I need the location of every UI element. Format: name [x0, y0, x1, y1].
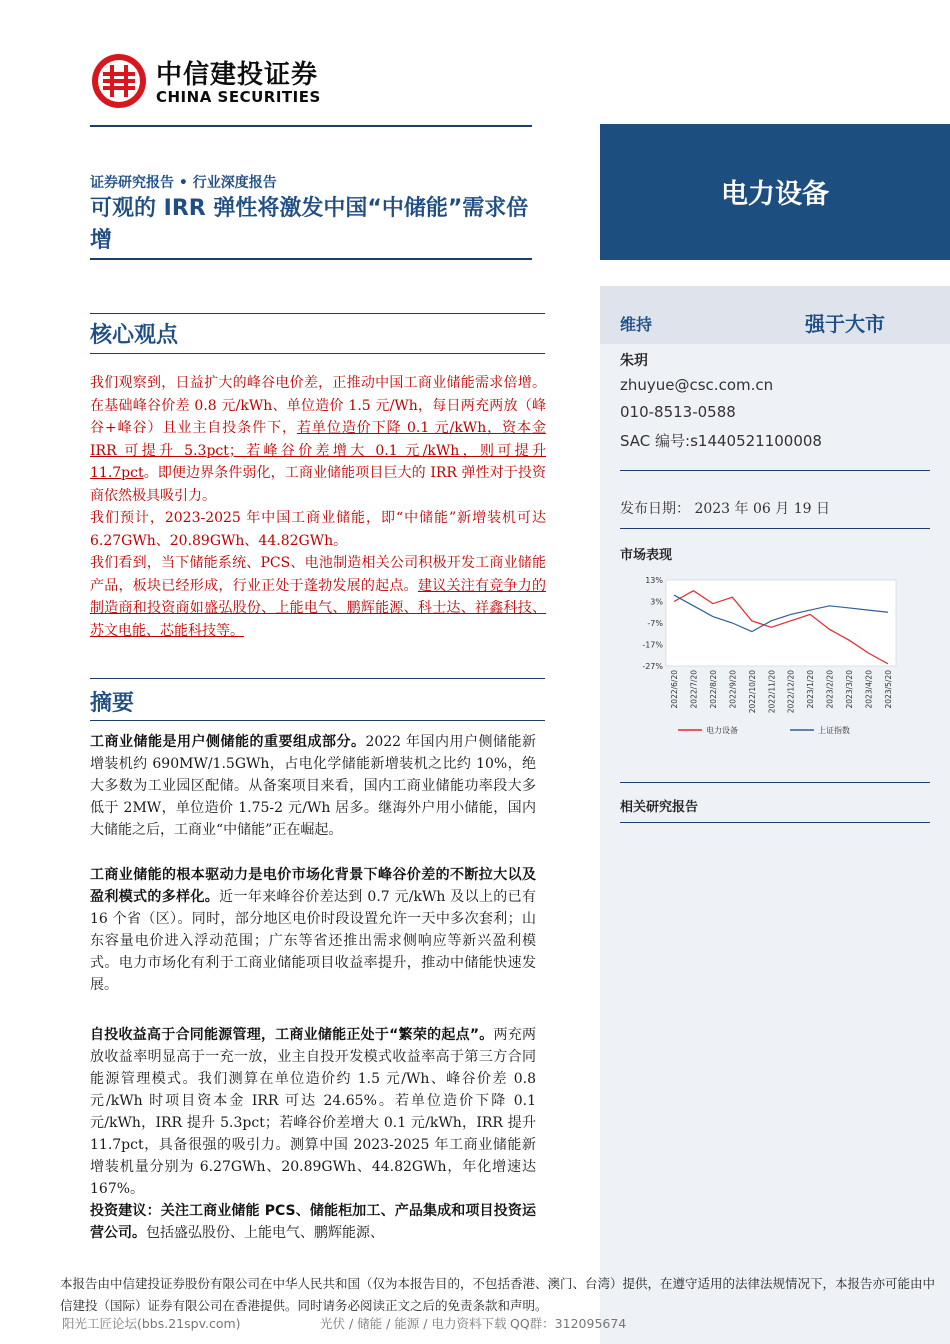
rating-value: 强于大市: [805, 312, 885, 336]
sector-label: 电力设备: [721, 179, 829, 210]
analyst-sac: SAC 编号:s1440521100008: [620, 432, 822, 450]
footer-qq: QQ群：312095674: [510, 1316, 627, 1331]
x-tick-label: 2023/2/20: [825, 670, 835, 709]
y-tick-label: 13%: [645, 576, 663, 585]
market-performance-chart: [620, 570, 920, 740]
logo-cn-text: 中信建投证券: [156, 60, 319, 90]
y-tick-label: 3%: [650, 597, 663, 607]
market-performance-label: 市场表现: [620, 548, 673, 563]
disclaimer: 本报告由中信建投证券股份有限公司在中华人民共和国（仅为本报告目的，不包括香港、澳门、台湾）提供，在遵守适用的法律法规情况下，本报告亦可能由中信建投（国际）证券有限公司在香港提供。同时请务必阅读正文之后的免责条款和声明。: [60, 1276, 936, 1313]
x-tick-label: 2023/4/20: [864, 670, 874, 709]
legend-label: 电力设备: [706, 726, 738, 735]
analyst-email[interactable]: zhuyue@csc.com.cn: [620, 376, 774, 394]
report-title: 可观的 IRR 弹性将激发中国“中储能”需求倍增: [90, 196, 529, 253]
y-tick-label: -17%: [642, 640, 663, 650]
summary-title: 摘要: [90, 691, 135, 716]
sidebar-rule: [620, 782, 930, 783]
x-tick-label: 2023/1/20: [806, 670, 816, 709]
footer-bar: [0, 1314, 950, 1344]
report-type: 证券研究报告 • 行业深度报告: [90, 175, 277, 191]
analyst-phone: 010-8513-0588: [620, 403, 736, 421]
x-tick-label: 2023/5/20: [884, 670, 893, 709]
summary-lead: 投资建议：关注工商业储能 PCS、储能柜加工、产品集成和项目投资运营公司。: [90, 1203, 536, 1241]
related-reports-label: 相关研究报告: [620, 800, 699, 815]
header-rule: [90, 125, 532, 127]
sidebar-rule: [620, 822, 930, 823]
section-rule: [90, 353, 545, 354]
x-tick-label: 2023/3/20: [845, 670, 855, 709]
core-highlight: 建议关注有竞争力的制造商和投资商如盛弘股份、上能电气、鹏辉能源、科士达、祥鑫科技、苏文电能、芯能科技等。: [90, 577, 547, 639]
x-tick-label: 2022/9/20: [728, 670, 738, 709]
core-paragraph: 我们预计，2023-2025 年中国工商业储能，即“中储能”新增装机可达 6.27GWh、20.89GWh、44.82GWh。: [90, 510, 546, 549]
core-viewpoint: [90, 372, 546, 642]
x-tick-label: 2022/8/20: [708, 670, 718, 709]
summary-paragraph: [90, 1200, 536, 1244]
legend-label: 上证指数: [818, 726, 850, 735]
core-highlight: 若单位造价下降 0.1 元/kWh，资本金 IRR 可提升 5.3pct；若峰谷价差增大 0.1 元/kWh，则可提升 11.7pct: [90, 420, 546, 481]
footer-tags: 光伏 / 储能 / 能源 / 电力资料下载: [320, 1316, 507, 1331]
sector-banner: [600, 124, 950, 260]
rating-bar: [600, 286, 950, 344]
sidebar-rule: [620, 528, 930, 529]
logo-en-text: CHINA SECURITIES: [156, 88, 321, 106]
rating-action: 维持: [620, 315, 653, 334]
x-tick-label: 2022/11/20: [767, 670, 777, 714]
x-tick-label: 2022/12/20: [786, 670, 796, 714]
summary-paragraph: [90, 864, 536, 996]
core-title: 核心观点: [90, 323, 179, 348]
logo-mark-icon: [90, 52, 148, 110]
section-rule: [90, 313, 545, 314]
section-rule: [90, 678, 545, 679]
x-tick-label: 2022/7/20: [689, 670, 699, 709]
core-paragraph: [90, 552, 546, 642]
y-tick-label: -27%: [642, 662, 663, 671]
analyst-name: 朱玥: [620, 353, 648, 369]
company-logo: [90, 52, 340, 112]
core-text: 我们看到，当下储能系统、PCS、电池制造相关公司积极开发工商业储能产品，板块已经形成，行业正处于蓬勃发展的起点。: [90, 555, 546, 594]
summary-paragraph: [90, 1024, 536, 1200]
summary-lead: 工商业储能的根本驱动力是电价市场化背景下峰谷价差的不断拉大以及盈利模式的多样化。: [90, 867, 536, 905]
footer-forum[interactable]: 阳光工匠论坛(bbs.21spv.com): [62, 1316, 241, 1331]
x-tick-label: 2022/6/20: [670, 670, 679, 709]
summary-text: 近一年来峰谷价差达到 0.7 元/kWh 及以上的已有 16 个省（区）。同时，部分地区电价时段设置允许一天中多次套利；山东容量电价进入浮动范围；广东等省还推出需求侧响应等新兴盈利模式。电力市场化有利于工商业储能项目收益率提升，推动中储能快速发展。: [90, 889, 536, 993]
summary-text: 包括盛弘股份、上能电气、鹏辉能源、: [146, 1225, 384, 1241]
summary-lead: 工商业储能是用户侧储能的重要组成部分。: [90, 734, 366, 750]
summary-lead: 自投收益高于合同能源管理，工商业储能正处于“繁荣的起点”。: [90, 1027, 494, 1043]
plot-area: [666, 580, 896, 666]
core-text: 我们观察到，日益扩大的峰谷电价差，正推动中国工商业储能需求倍增。在基础峰谷价差 0.8 元/kWh、单位造价 1.5 元/Wh，每日两充两放（峰谷+峰谷）且业主自投条件下，: [90, 375, 546, 436]
sidebar-rule: [620, 470, 930, 471]
summary-text: 2022 年国内用户侧储能新增装机约 690MW/1.5GWh，占电化学储能新增装机之比约 10%，绝大多数为工业园区配储。从备案项目来看，国内工商业储能功率段大多低于 2MW，单位造价 1.75-2 元/Wh 居多。继海外户用小储能，国内大储能之后，工商业“中储能”正在崛起。: [90, 734, 536, 838]
x-tick-label: 2022/10/20: [747, 670, 757, 714]
y-tick-label: -7%: [647, 619, 663, 628]
title-rule: [90, 258, 532, 260]
section-rule: [90, 720, 545, 721]
summary-text: 两充两放收益率明显高于一充一放，业主自投开发模式收益率高于第三方合同能源管理模式。我们测算在单位造价约 1.5 元/Wh、峰谷价差 0.8 元/kWh 时项目资本金 IRR 可达 24.65%。若单位造价下降 0.1 元/kWh，IRR 提升 5.3pct；若峰谷价差增大 0.1 元/kWh，IRR 提升 11.7pct，具备很强的吸引力。测算中国 2023-2025 年工商业储能新增装机量分别为 6.27GWh、20.89GWh、44.82GWh，年化增速达 167%。: [90, 1027, 537, 1197]
summary-paragraph: [90, 731, 536, 841]
core-paragraph: [90, 372, 546, 507]
core-text: 。即便边界条件弱化，工商业储能项目巨大的 IRR 弹性对于投资商依然极具吸引力。: [90, 465, 546, 504]
publish-date: 发布日期： 2023 年 06 月 19 日: [620, 501, 830, 517]
